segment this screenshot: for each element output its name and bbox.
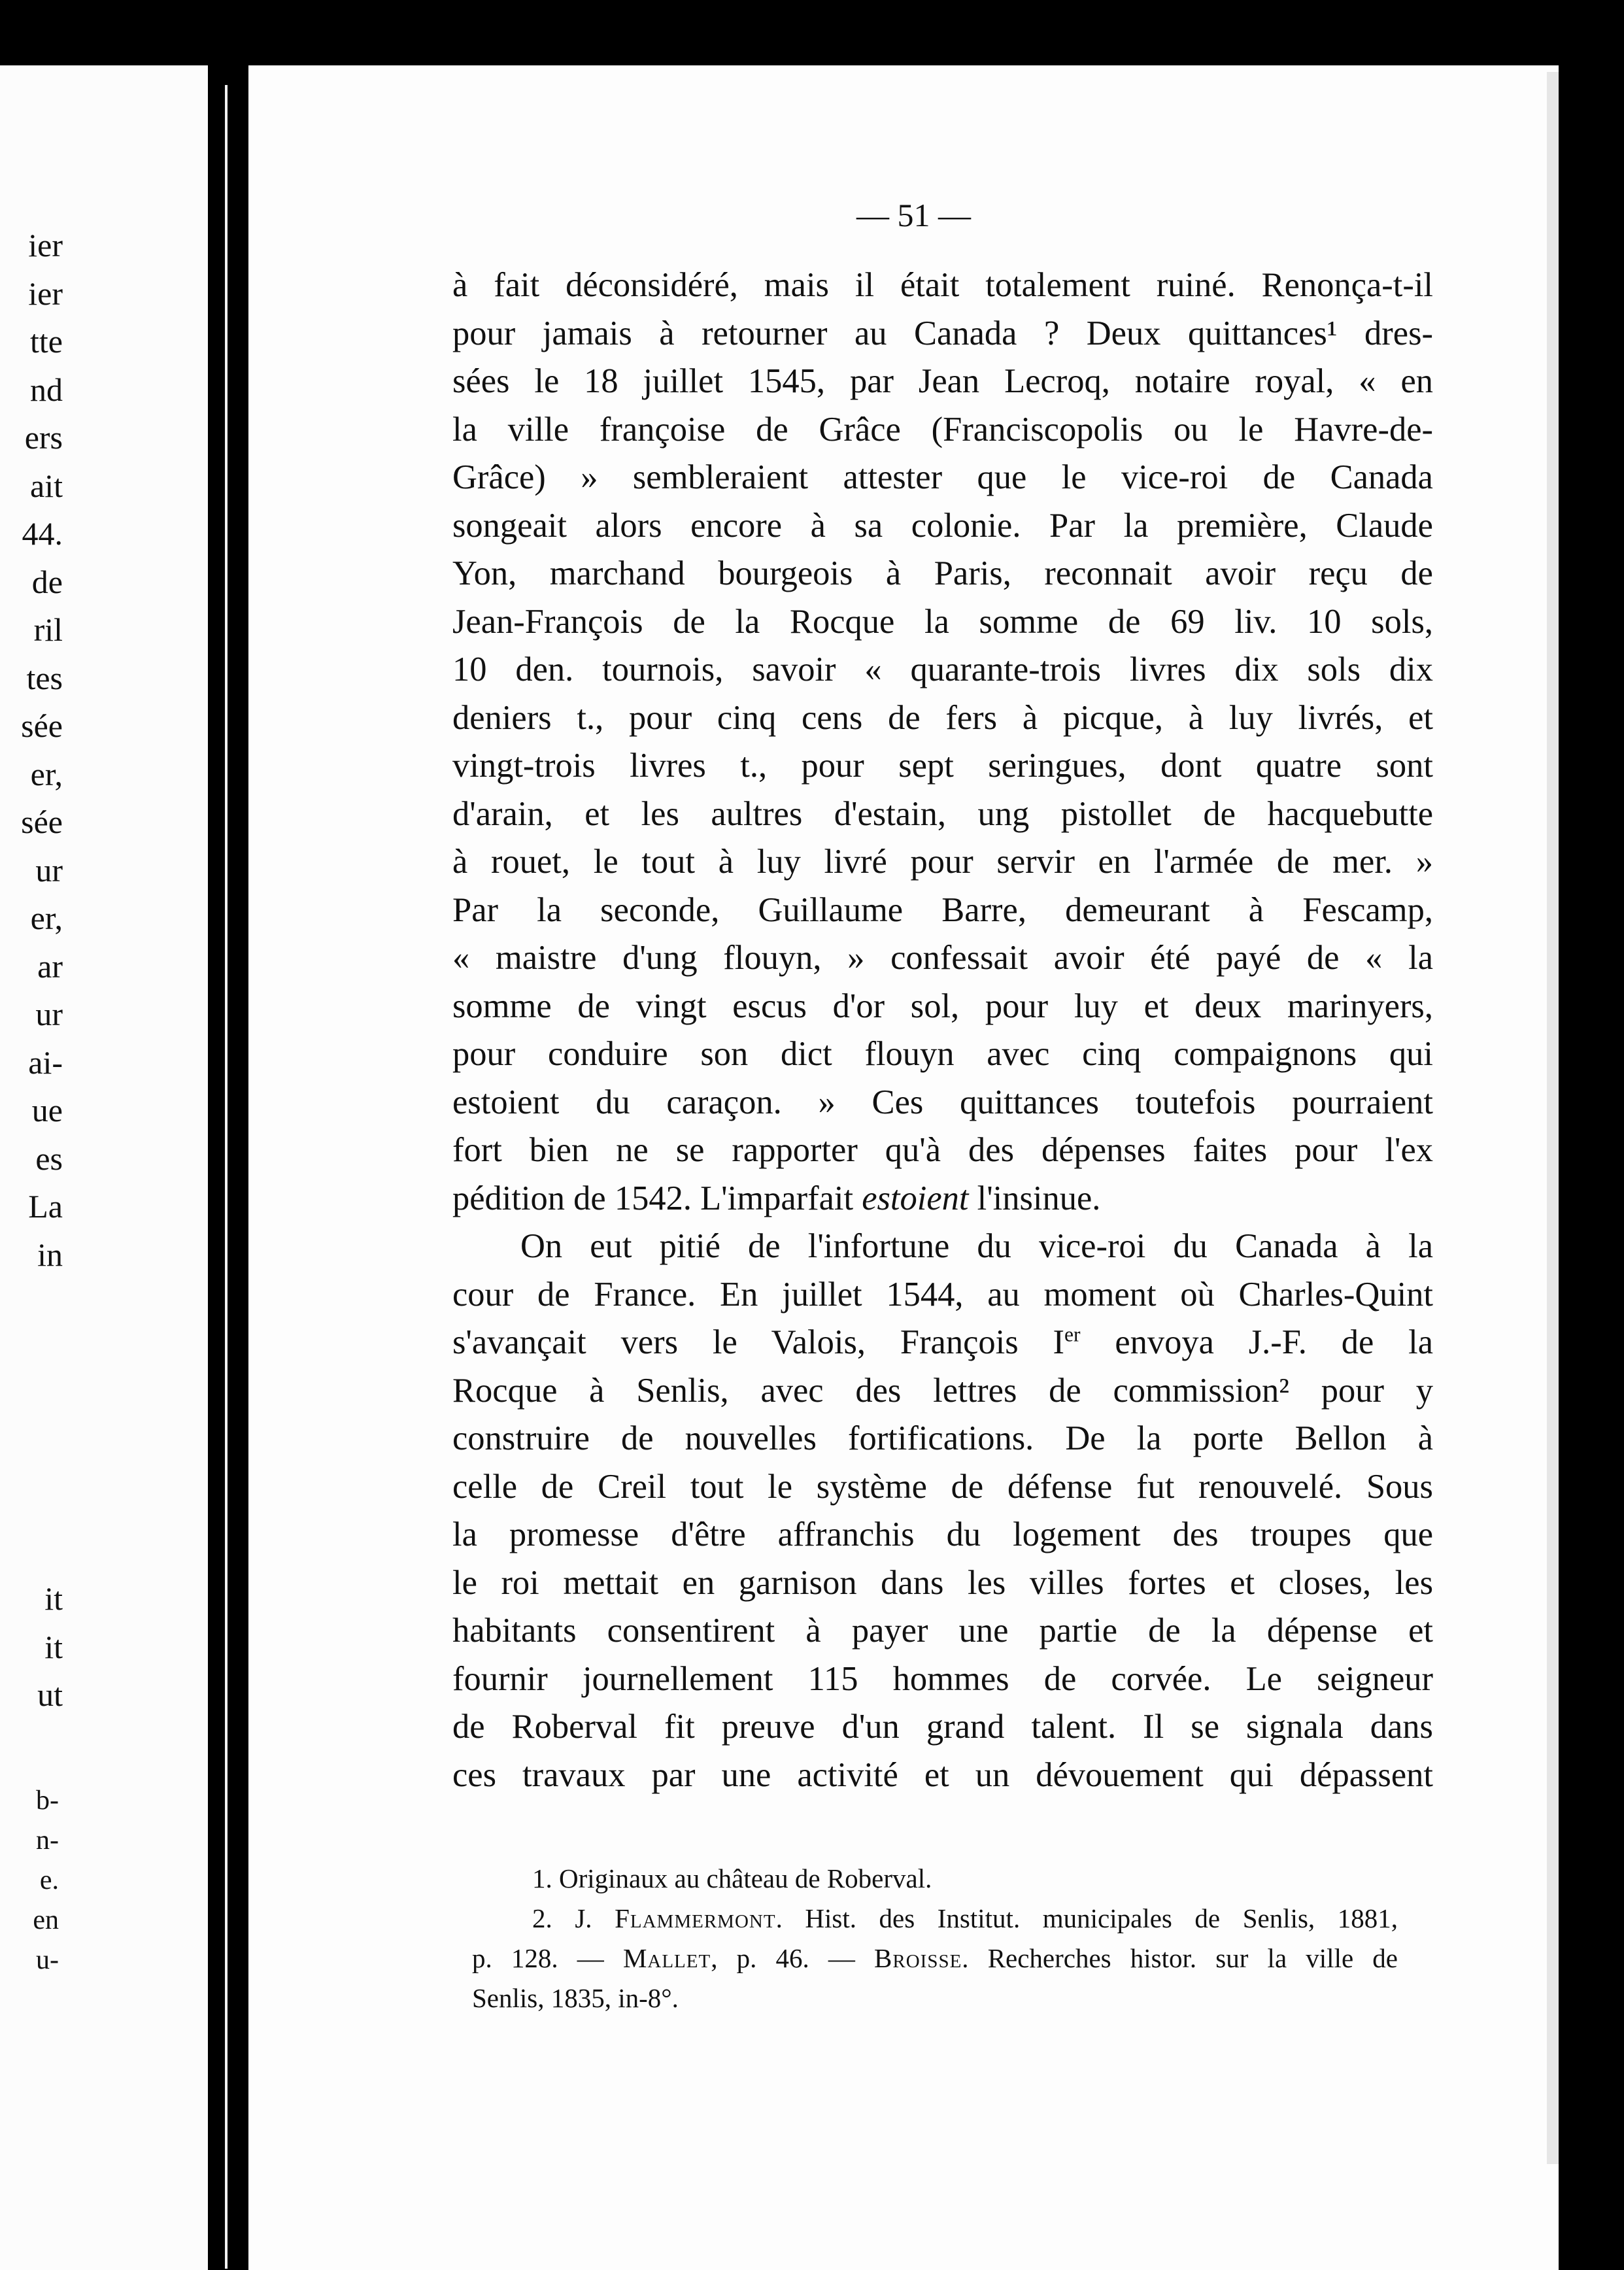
text-line: vingt-trois livres t., pour sept seringues, dont quatre sont <box>452 747 1433 785</box>
left-page-line-fragment: ait <box>30 469 63 502</box>
text-line: la promesse d'être affranchis du logement des troupes que <box>452 1516 1433 1553</box>
left-page-line-fragment: La <box>28 1190 63 1223</box>
text-line: construire de nouvelles fortifications. De la porte Bellon à <box>452 1419 1433 1457</box>
text-segment: s'avançait vers le Valois, François I <box>452 1323 1064 1361</box>
left-page-line-fragment: sée <box>21 805 63 838</box>
text-line: Yon, marchand bourgeois à Paris, reconnait avoir reçu de <box>452 554 1433 592</box>
text-line: songeait alors encore à sa colonie. Par la première, Claude <box>452 506 1433 545</box>
text-line: d'arain, et les aultres d'estain, ung pistollet de hacquebutte <box>452 794 1433 833</box>
text-line: à fait déconsidéré, mais il était totalement ruiné. Renonça-t-il <box>452 266 1433 304</box>
text-line: Grâce) » sembleraient attester que le vice-roi de Canada <box>452 458 1433 496</box>
text-line: deniers t., pour cinq cens de fers à picque, à luy livrés, et <box>452 698 1433 737</box>
left-page-line-fragment: de <box>31 565 63 598</box>
page-number: — 51 — <box>856 197 971 233</box>
author-name: Mallet <box>622 1943 711 1973</box>
left-page-line-fragment: en <box>33 1906 59 1934</box>
left-page-line-fragment: 44. <box>22 517 63 550</box>
left-page-line-fragment: ier <box>28 229 63 262</box>
left-page-line-fragment: ue <box>31 1094 63 1127</box>
left-page-line-fragment: b- <box>36 1787 59 1814</box>
left-page-line-fragment: ur <box>35 853 63 887</box>
text-segment: p. 128. — <box>472 1943 623 1973</box>
left-page-line-fragment: ar <box>37 949 63 983</box>
left-page-line-fragment: sée <box>21 709 63 742</box>
text-line: fort bien ne se rapporter qu'à des dépenses faites pour l'ex <box>452 1131 1433 1169</box>
text-line: à rouet, le tout à luy livré pour servir en l'armée de mer. » <box>452 843 1433 881</box>
footnote-1: 1. Originaux au château de Roberval. <box>532 1863 932 1893</box>
left-page-line-fragment: tte <box>30 325 63 358</box>
text-line: 10 den. tournois, savoir « quarante-trois livres dix sols dix <box>452 651 1433 688</box>
text-line: ces travaux par une activité et un dévouement qui dépassent <box>452 1755 1433 1794</box>
page-edge-stack <box>1547 72 1559 2164</box>
left-page-line-fragment: e. <box>39 1867 59 1894</box>
text-line: Rocque à Senlis, avec des lettres de commission² pour y <box>452 1371 1433 1410</box>
left-page-line-fragment: ai- <box>28 1045 63 1079</box>
footnotes <box>472 1859 1398 2018</box>
left-page-line-fragment: u- <box>36 1946 59 1974</box>
text-segment: envoya J.-F. de la <box>1080 1323 1434 1361</box>
left-page-line-fragment: ier <box>28 277 63 310</box>
left-page-line-fragment: it <box>44 1582 63 1615</box>
text-segment: . Hist. des Institut. municipales de Senlis, 1881, <box>775 1903 1398 1933</box>
text-line: cour de France. En juillet 1544, au moment où Charles-Quint <box>452 1275 1433 1313</box>
text-segment: l'insinue. <box>968 1179 1101 1217</box>
left-page-line-fragment: ers <box>24 421 63 454</box>
left-page-line-fragment: tes <box>26 661 63 694</box>
text-line: estoient du caraçon. » Ces quittances toutefois pourraient <box>452 1083 1433 1121</box>
gutter-edge-line <box>225 85 228 2269</box>
left-page-line-fragment: er, <box>30 757 63 790</box>
body-text <box>452 262 1433 1799</box>
italic-word: estoient <box>862 1179 969 1217</box>
author-name: Broisse <box>874 1943 962 1973</box>
text-line: de Roberval fit preuve d'un grand talent. Il se signala dans <box>452 1708 1433 1746</box>
left-page-line-fragment: nd <box>30 373 63 406</box>
left-page-fragment <box>0 65 208 2270</box>
text-line: le roi mettait en garnison dans les villes fortes et closes, les <box>452 1563 1433 1602</box>
text-line-paragraph-end <box>452 1175 1433 1223</box>
text-line: pour jamais à retourner au Canada ? Deux quittances¹ dres- <box>452 314 1433 352</box>
text-segment: . Recherches histor. sur la ville de <box>962 1943 1398 1973</box>
left-page-line-fragment: er, <box>30 902 63 934</box>
text-line <box>452 1319 1433 1367</box>
left-page-line-fragment: in <box>37 1238 63 1271</box>
left-page-line-fragment: it <box>44 1630 63 1663</box>
text-line: « maistre d'ung flouyn, » confessait avoir été payé de « la <box>452 939 1433 977</box>
text-line: Jean-François de la Rocque la somme de 69 liv. 10 sols, <box>452 602 1433 641</box>
author-name: Flammermont <box>615 1903 776 1933</box>
superscript: er <box>1064 1323 1081 1346</box>
text-segment: pédition de 1542. L'imparfait <box>452 1179 862 1217</box>
text-line: sées le 18 juillet 1545, par Jean Lecroq, notaire royal, « en <box>452 362 1433 400</box>
left-page-line-fragment: ur <box>35 998 63 1030</box>
text-line: la ville françoise de Grâce (Franciscopolis ou le Havre-de- <box>452 410 1433 449</box>
text-line: celle de Creil tout le système de défense fut renouvelé. Sous <box>452 1467 1433 1506</box>
text-line: somme de vingt escus d'or sol, pour luy et deux marinyers, <box>452 987 1433 1025</box>
text-line: Par la seconde, Guillaume Barre, demeurant à Fescamp, <box>452 890 1433 929</box>
text-line-paragraph-start: On eut pitié de l'infortune du vice-roi du Canada à la <box>520 1227 1433 1265</box>
left-page-line-fragment: ril <box>33 613 63 646</box>
text-line: fournir journellement 115 hommes de corvée. Le seigneur <box>452 1659 1433 1698</box>
text-line: pour conduire son dict flouyn avec cinq compaignons qui <box>452 1035 1433 1073</box>
left-page-line-fragment: es <box>35 1142 63 1175</box>
book-gutter <box>208 0 248 2270</box>
text-segment: , p. 46. — <box>711 1943 875 1973</box>
left-page-line-fragment: ut <box>37 1678 63 1711</box>
left-page-text-fragments <box>0 65 208 2270</box>
text-segment: 2. J. <box>532 1903 615 1933</box>
footnote-2-line-3: Senlis, 1835, in-8°. <box>472 1983 679 2013</box>
left-page-line-fragment: n- <box>36 1827 59 1854</box>
footnote-2-line-2 <box>472 1939 1398 1978</box>
footnote-2-line-1 <box>472 1899 1398 1939</box>
text-line: habitants consentirent à payer une partie de la dépense et <box>452 1612 1433 1650</box>
